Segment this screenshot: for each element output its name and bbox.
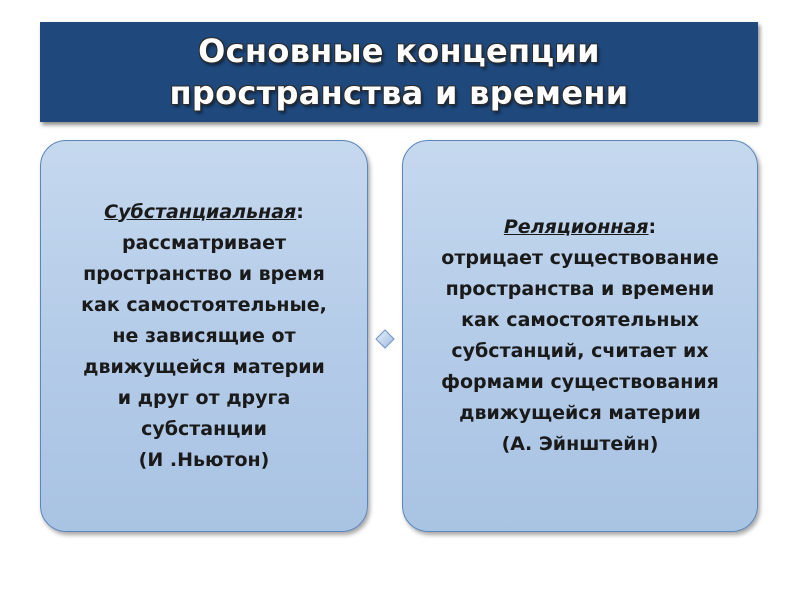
- substantial-text-line: пространство и время: [83, 262, 325, 285]
- relational-concept-box: [402, 140, 758, 532]
- relational-text-line: отрицает существование: [441, 247, 719, 269]
- relational-text-line: формами существования: [441, 371, 719, 393]
- relational-heading-row: [504, 212, 656, 243]
- relational-text-line: субстанций, считает их: [451, 340, 709, 362]
- substantial-text-line: не зависящие от: [112, 324, 296, 347]
- substantial-heading-colon: :: [296, 200, 304, 223]
- substantial-author: (И .Ньютон): [138, 448, 270, 471]
- relational-heading: Реляционная: [503, 216, 649, 238]
- relational-text-line: как самостоятельных: [461, 309, 699, 331]
- substantial-heading: Субстанциальная: [104, 200, 297, 223]
- relational-text-line: движущейся материи: [459, 402, 701, 424]
- substantial-text-line: движущейся материи: [83, 355, 325, 378]
- relational-text-line: пространства и времени: [445, 278, 715, 300]
- substantial-concept-box: [40, 140, 368, 532]
- relational-author: (А. Эйнштейн): [501, 433, 659, 455]
- substantial-text-line: как самостоятельные,: [81, 293, 327, 316]
- diamond-icon: [373, 327, 397, 351]
- substantial-text-line: рассматривает: [122, 231, 286, 254]
- title-line-1: Основные концепции: [198, 32, 600, 70]
- title-line-2: пространства и времени: [169, 74, 629, 112]
- substantial-text-line: и друг от друга: [117, 386, 291, 409]
- substantial-heading-row: [104, 197, 304, 228]
- relational-heading-colon: :: [648, 216, 657, 238]
- title-banner: [40, 22, 758, 122]
- substantial-text-line: субстанции: [141, 417, 267, 440]
